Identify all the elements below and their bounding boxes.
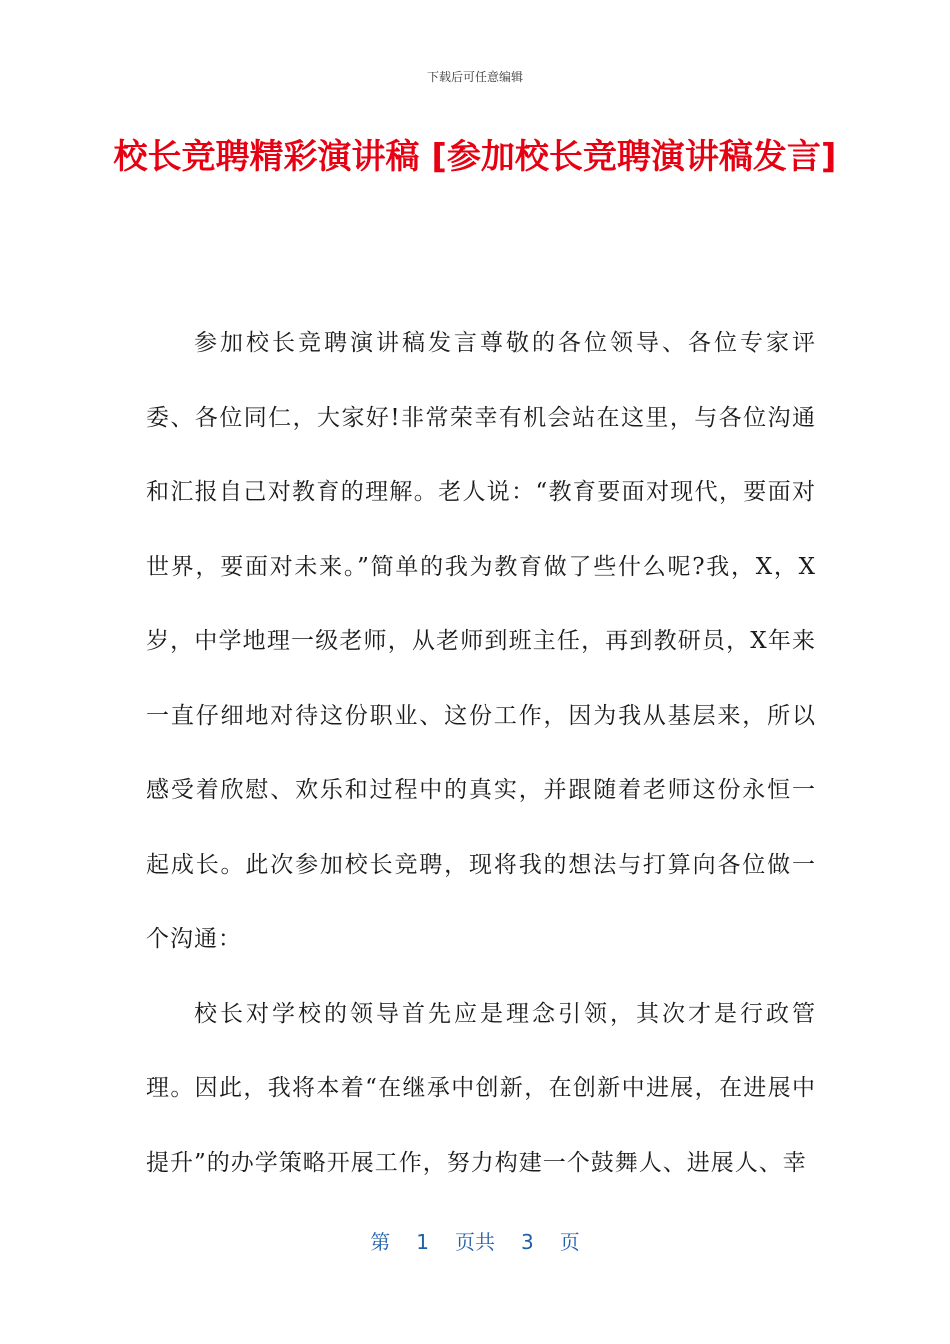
footer-suffix: 页 bbox=[559, 1230, 580, 1254]
page-footer bbox=[0, 1226, 950, 1255]
footer-current-page: 1 bbox=[416, 1230, 429, 1254]
document-body bbox=[146, 306, 816, 1200]
paragraph: 参加校长竞聘演讲稿发言尊敬的各位领导、各位专家评委、各位同仁，大家好!非常荣幸有机会站在这里，与各位沟通和汇报自己对教育的理解。老人说：“教育要面对现代，要面对世界，要面对未来。”简单的我为教育做了些什么呢?我，X，X岁，中学地理一级老师，从老师到班主任，再到教研员，X年来一直仔细地对待这份职业、这份工作，因为我从基层来，所以感受着欣慰、欢乐和过程中的真实，并跟随着老师这份永恒一起成长。此次参加校长竞聘，现将我的想法与打算向各位做一个沟通： bbox=[146, 330, 816, 952]
footer-prefix: 第 bbox=[370, 1230, 391, 1254]
header-note: 下载后可任意编辑 bbox=[426, 70, 523, 84]
document-title: 校长竞聘精彩演讲稿 [参加校长竞聘演讲稿发言] bbox=[113, 137, 837, 177]
paragraph: 校长对学校的领导首先应是理念引领，其次才是行政管理。因此，我将本着“在继承中创新，在创新中进展，在进展中提升”的办学策略开展工作，努力构建一个鼓舞人、进展人、幸 bbox=[146, 1000, 816, 1176]
footer-middle: 页共 bbox=[455, 1230, 495, 1254]
footer-total-pages: 3 bbox=[521, 1230, 534, 1254]
